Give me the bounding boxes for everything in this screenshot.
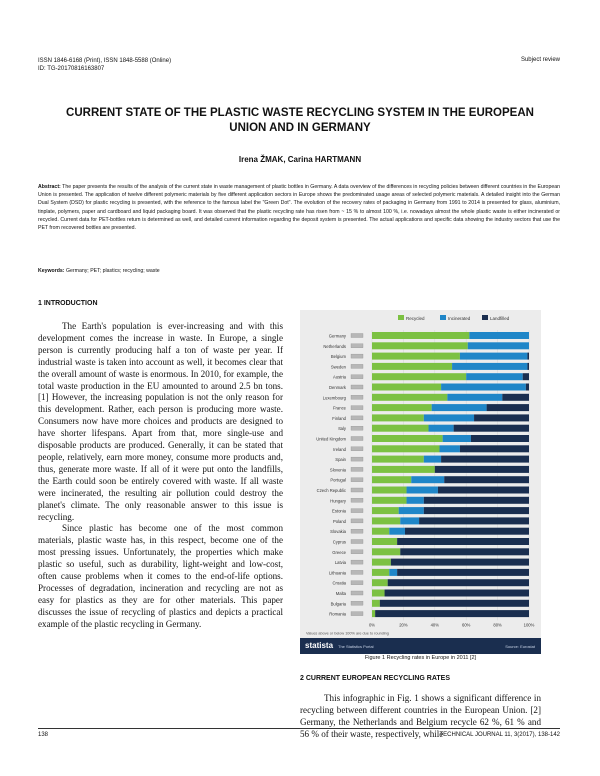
bar-incinerated <box>389 569 397 576</box>
keywords <box>38 268 160 274</box>
bar-landfilled <box>380 600 529 607</box>
bar-incinerated <box>407 497 424 504</box>
section-2-heading: 2 CURRENT EUROPEAN RECYCLING RATES <box>300 675 450 682</box>
country-label: Luxembourg <box>322 395 346 401</box>
bar-incinerated <box>447 394 502 401</box>
bar-landfilled <box>400 548 529 555</box>
bar-landfilled <box>471 435 529 442</box>
bar-recycled <box>372 404 432 411</box>
country-flag-icon <box>351 509 363 513</box>
country-flag-icon <box>351 570 363 574</box>
x-tick-label: 0% <box>368 622 376 628</box>
bar-recycled <box>372 373 466 380</box>
x-tick-label: 80% <box>493 622 502 628</box>
bar-incinerated <box>441 384 526 391</box>
bar-incinerated <box>468 342 529 349</box>
country-label: Germany <box>328 333 346 339</box>
bar-recycled <box>372 569 389 576</box>
country-label: Estonia <box>332 508 346 514</box>
section-1-heading: 1 INTRODUCTION <box>38 300 98 307</box>
country-label: Lithuania <box>329 570 346 576</box>
abstract-label: Abstract: <box>38 184 61 190</box>
country-flag-icon <box>351 591 363 595</box>
country-label: Belgium <box>330 354 346 360</box>
chart-source: Source: Eurostat <box>505 644 535 649</box>
authors: Irena ŽMAK, Carina HARTMANN <box>238 155 362 164</box>
bar-recycled <box>372 559 391 566</box>
country-flag-icon <box>351 550 363 554</box>
legend-swatch-landfilled <box>482 315 488 320</box>
country-label: Latvia <box>334 560 346 566</box>
bar-incinerated <box>389 528 405 535</box>
section-1-paragraph-2: Since plastic has become one of the most common materials, plastic waste has, in this respect, become one of the most pressing issues. Unfortunately, the properties which make plastic so useful, such as durability, light-weight and low-cost, often cause problems when it comes to the end-of-life options. Processes of degradation, incineration and recycling are not as easy for plastics as they are for other materials. This paper discusses the issue of recycling of plastics and depicts a practical example of the plastic recycling in Germany. <box>38 523 283 629</box>
legend-label-landfilled: Landfilled <box>490 316 510 321</box>
statista-tagline: The Statistics Portal <box>338 644 374 649</box>
country-flag-icon <box>351 416 363 420</box>
bar-landfilled <box>487 404 529 411</box>
bar-landfilled <box>474 414 529 421</box>
bar-landfilled <box>385 590 529 597</box>
bar-landfilled <box>438 487 529 494</box>
bar-recycled <box>372 342 468 349</box>
bar-incinerated <box>432 404 487 411</box>
recycling-chart <box>300 310 541 654</box>
country-flag-icon <box>351 498 363 502</box>
country-label: Netherlands <box>323 343 346 349</box>
bar-incinerated <box>429 425 454 432</box>
country-flag-icon <box>351 385 363 389</box>
country-flag-icon <box>351 426 363 430</box>
journal-header <box>38 57 171 73</box>
footer-rule <box>38 728 560 729</box>
bar-landfilled <box>526 384 529 391</box>
country-flag-icon <box>351 406 363 410</box>
x-tick-label: 20% <box>399 622 408 628</box>
country-label: Denmark <box>329 385 346 390</box>
country-flag-icon <box>351 437 363 441</box>
country-label: Portugal <box>330 477 346 483</box>
bar-landfilled <box>444 476 529 483</box>
bar-incinerated <box>407 487 438 494</box>
issn-line: ISSN 1846-6168 (Print), ISSN 1848-5588 (Online) <box>38 58 172 64</box>
bar-incinerated <box>411 476 444 483</box>
country-flag-icon <box>351 375 363 379</box>
country-label: Spain <box>335 457 346 463</box>
abstract-text: The paper presents the results of the analysis of the current state in waste management of plastic bottles in Germany. A data overview of the differences in recycling policies between different countries in the European Union is presented. The application of twelve different polymeric materials by five different application sectors in Europe shows the predominated usage areas of selected polymeric materials. A detailed insight into the German Dual System (DSD) for plastic recycling is presented, with the reference to the famous label the "Green Dot". The evolution of the recovery rates of packaging in Germany from 1991 to 2014 is presented for glass, aluminium, tinplate, polymers, paper and cardboard and liquid packaging board. It was observed that the plastic recycling rate has risen from ~ 15 % to almost 100 %, i.e. nowadays almost the whole plastic waste is either incinerated or recycled. Current data for PET-bottles return is determined as well, and detailed current information regarding the deposit system is presented. The actual applications and specific data showing the industry sectors that use the PET from recovered bottles are presented. <box>38 184 560 232</box>
bar-recycled <box>372 610 375 617</box>
bar-incinerated <box>399 507 424 514</box>
bar-landfilled <box>405 528 529 535</box>
bar-incinerated <box>466 373 523 380</box>
x-tick-label: 60% <box>462 622 471 628</box>
country-flag-icon <box>351 467 363 471</box>
country-label: Italy <box>338 426 346 432</box>
article-type: Subject review <box>520 57 560 63</box>
bar-landfilled <box>460 445 529 452</box>
country-flag-icon <box>351 457 363 461</box>
country-flag-icon <box>351 478 363 482</box>
bar-recycled <box>372 456 424 463</box>
chart-footnote: Values above or below 100% are due to rounding <box>306 631 389 636</box>
bar-recycled <box>372 384 441 391</box>
bar-landfilled <box>454 425 529 432</box>
country-flag-icon <box>351 529 363 533</box>
section-2-paragraph-1: This infographic in Fig. 1 shows a significant difference in recycling between different countries in the European Union. [2] Germany, the Netherlands and Belgium recycle 62 %, 61 % and 56 % of their waste, respectively, while <box>300 693 541 739</box>
country-label: Croatia <box>332 580 346 586</box>
bar-incinerated <box>424 414 474 421</box>
bar-recycled <box>372 487 407 494</box>
journal-citation: TECHNICAL JOURNAL 11, 3(2017), 138-142 <box>439 732 560 738</box>
country-flag-icon <box>351 601 363 605</box>
country-label: Czech Republic <box>316 488 346 493</box>
bar-recycled <box>372 414 424 421</box>
country-label: Bulgaria <box>330 601 346 607</box>
bar-recycled <box>372 600 380 607</box>
bar-recycled <box>372 445 440 452</box>
country-label: Finland <box>332 415 346 421</box>
bar-landfilled <box>435 466 529 473</box>
legend-label-recycled: Recycled <box>406 316 425 321</box>
bar-landfilled <box>527 353 529 360</box>
legend-label-incinerated: Incinerated <box>448 316 471 321</box>
legend-swatch-recycled <box>398 315 404 320</box>
figure-caption: Figure 1 Recycling rates in Europe in 2011 [2] <box>364 655 477 661</box>
recycling-chart-svg <box>300 310 541 638</box>
bar-incinerated <box>440 445 460 452</box>
country-label: United Kingdom <box>316 436 346 442</box>
bar-recycled <box>372 466 435 473</box>
bar-landfilled <box>441 456 529 463</box>
article-id: ID: TG-20170816163807 <box>38 66 105 72</box>
country-label: Sweden <box>330 364 346 370</box>
country-flag-icon <box>351 354 363 358</box>
page-number: 138 <box>38 732 49 738</box>
bar-recycled <box>372 528 389 535</box>
bar-recycled <box>372 497 407 504</box>
country-label: Austria <box>332 374 346 380</box>
bar-landfilled <box>397 538 529 545</box>
keywords-label: Keywords: <box>38 268 65 274</box>
bar-landfilled <box>424 497 529 504</box>
bar-recycled <box>372 394 447 401</box>
country-flag-icon <box>351 612 363 616</box>
country-label: Cyprus <box>332 539 346 545</box>
bar-recycled <box>372 435 443 442</box>
country-label: Malta <box>335 591 346 596</box>
country-flag-icon <box>351 581 363 585</box>
bar-recycled <box>372 332 469 339</box>
x-tick-label: 40% <box>430 622 439 628</box>
country-label: Poland <box>332 518 346 524</box>
abstract <box>38 183 560 232</box>
bar-recycled <box>372 517 400 524</box>
chart-branding-bar <box>300 638 541 654</box>
country-flag-icon <box>351 334 363 338</box>
bar-incinerated <box>443 435 471 442</box>
bar-landfilled <box>397 569 529 576</box>
bar-landfilled <box>424 507 529 514</box>
bar-landfilled <box>419 517 529 524</box>
bar-incinerated <box>424 456 441 463</box>
bar-landfilled <box>391 559 529 566</box>
bar-recycled <box>372 579 388 586</box>
country-label: Hungary <box>330 498 346 504</box>
country-label: Greece <box>332 549 346 555</box>
bar-recycled <box>372 548 400 555</box>
bar-recycled <box>372 590 385 597</box>
country-flag-icon <box>351 560 363 564</box>
bar-recycled <box>372 507 399 514</box>
country-label: France <box>332 405 346 411</box>
bar-incinerated <box>400 517 419 524</box>
country-label: Ireland <box>333 446 346 452</box>
bar-landfilled <box>375 610 529 617</box>
country-label: Slovenia <box>329 467 346 473</box>
bar-landfilled <box>502 394 529 401</box>
country-flag-icon <box>351 344 363 348</box>
country-flag-icon <box>351 519 363 523</box>
bar-incinerated <box>452 363 527 370</box>
country-flag-icon <box>351 447 363 451</box>
bar-recycled <box>372 476 411 483</box>
country-label: Slovakia <box>330 529 346 535</box>
keywords-text: Germany; PET; plastics; recycling; waste <box>64 268 160 274</box>
legend-swatch-incinerated <box>440 315 446 320</box>
statista-logo: statista <box>305 641 334 650</box>
country-flag-icon <box>351 540 363 544</box>
country-flag-icon <box>351 364 363 368</box>
country-label: Romania <box>329 611 346 617</box>
x-tick-label: 100% <box>523 622 535 628</box>
bar-recycled <box>372 353 460 360</box>
paper-title: CURRENT STATE OF THE PLASTIC WASTE RECYCLING SYSTEM IN THE EUROPEAN UNION AND IN GERMANY <box>66 107 534 134</box>
bar-landfilled <box>527 363 529 370</box>
bar-recycled <box>372 363 452 370</box>
bar-landfilled <box>523 373 529 380</box>
bar-recycled <box>372 425 429 432</box>
section-1-body <box>38 321 283 631</box>
country-flag-icon <box>351 395 363 399</box>
country-flag-icon <box>351 488 363 492</box>
bar-incinerated <box>469 332 529 339</box>
bar-incinerated <box>460 353 528 360</box>
bar-recycled <box>372 538 397 545</box>
section-1-paragraph-1: The Earth's population is ever-increasing and with this development comes the increase in waste. In Europe, a single person is currently producing half a ton of waste per year. If industrial waste is taken into account as well, it becomes clear that the overall amount of waste is enormous. In 2010, for example, the total waste production in the EU amounted to around 2.5 bn tons. [1] However, the increasing population is not the only reason for this development. Rather, each person is producing more waste. Consumers now have more choices and products are designed to have shorter lifespans. Apart from that, more single-use and disposable products are produced. Generally, it can be stated that people, relatively, earn more money, consume more products and, thus, generate more waste. If all of it were put onto the landfills, the Earth could soon be entirely covered with waste. If all waste were incinerated, the resulting air pollution could destroy the planet's climate. The only reasonable answer to this issue is recycling. <box>38 321 283 522</box>
bar-landfilled <box>388 579 529 586</box>
